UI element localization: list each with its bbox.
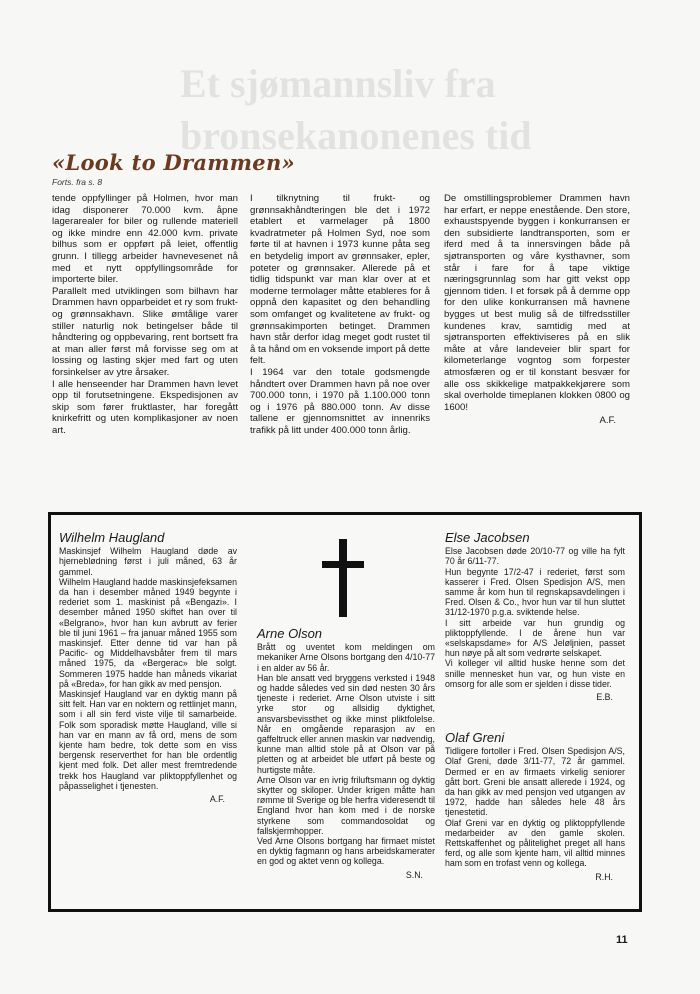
paragraph: Han ble ansatt ved bryggens verksted i 1948 og hadde således ved sin død nesten 30 års tjeneste i rederiet. Arne Olson utviste i sitt yrke stor og allsidig dyktighet, ansvarsbevissthet og ikke minst pliktfolelse. Når en omgående reparasjon av en gaffeltruck eller annen maskin var nødvendig, kunne man alltid stole på at Olson var på pletten og at arbeidet ble utført på beste og hurtigste måte. bbox=[257, 672, 435, 775]
paragraph: Vi kolleger vil alltid huske henne som det snille mennesket hun var, og hun viste en omsorg for alle som er sjelden i disse tider. bbox=[445, 658, 625, 689]
obituary-signature: E.B. bbox=[596, 692, 613, 703]
paragraph: I sitt arbeide var hun grundig og pliktoppfyllende. I de årene hun var «selskapsdame» for A/S Jeløljnien, passet hun nøye på alt som vedrørte selskapet. bbox=[445, 617, 625, 659]
cross-icon bbox=[322, 539, 364, 617]
obituary-jacobsen bbox=[445, 530, 625, 703]
obituary-name: Arne Olson bbox=[257, 626, 323, 641]
paragraph: Brått og uventet kom meldingen om mekaniker Arne Olsons bortgang den 4/10-77 i en alder av 56 år. bbox=[257, 642, 435, 673]
obituary-name: Wilhelm Haugland bbox=[59, 530, 165, 545]
obituary-name: Olaf Greni bbox=[445, 730, 505, 745]
paragraph: Parallelt med utviklingen som bilhavn har Drammen havn opparbeidet et ry som frukt- og grønnsakhavn. Slike ømtålige varer stiller naturlig nok betingelser både til håndtering og oppbevaring, rent bortsett fra at man aller først må forvisse seg om at lossing og lasting skjer med fart og uten forsinkelser av ytre årsaker. bbox=[52, 285, 238, 378]
article-title: «Look to Drammen» bbox=[52, 150, 295, 175]
obituary-olson bbox=[257, 626, 435, 880]
paragraph: I alle henseender har Drammen havn levet opp til forutsetningene. Ekspedisjonen av skip som fører fruktlaster, har foregått knirkefritt og uten komplikasjoner av noen art. bbox=[52, 378, 238, 436]
obituary-signature: R.H. bbox=[595, 871, 613, 882]
article-column-1 bbox=[52, 193, 238, 436]
paragraph: Maskinsjef Wilhelm Haugland døde av hjerneblødning først i juli måned, 63 år gammel. bbox=[59, 546, 237, 577]
obituary-haugland bbox=[59, 530, 237, 805]
paragraph: Olaf Greni var en dyktig og pliktoppfyllende medarbeider av den gamle skolen. Rettskaffenhet og pålitelighet preget all hans ferd, og alle som kjente ham, vil alltid minnes ham som en trofast venn og kollega. bbox=[445, 817, 625, 869]
paragraph: Hun begynte 17/2-47 i rederiet, først som kasserer i Fred. Olsen Spedisjon A/S, men samme år kom hun til regnskapsavdelingen i Fred. Olsen & Co., hvor hun var til hun sluttet 31/12-1970 p.g.a. sviktende helse. bbox=[445, 566, 625, 618]
article-column-3 bbox=[444, 193, 630, 427]
paragraph: Wilhelm Haugland hadde maskinsjefeksamen da han i desember måned 1949 begynte i rederiet som 1. maskinist på «Bengazi». I desember måned 1950 skiftet han over til «Belgrano», hvor han kun avbrutt av ferier ble til juni 1961 – fra januar måned 1955 som maskinsjef. Etter denne tid var han på Pacific- og Middelhavsbåter frem til mars måned 1975, da «Bergerac» ble solgt. Sommeren 1975 hadde han måneds vikariat på «Breda», for han gikk av med pensjon. bbox=[59, 576, 237, 689]
paragraph: I 1964 var den totale godsmengde håndtert over Drammen havn på noe over 700.000 tonn, i 1970 på 1.100.000 tonn og i 1976 på 880.000 tonn. Av disse tallene er gjennomsnittet av innenriks trafikk på litt under 400.000 tonn årlig. bbox=[250, 366, 430, 436]
obituaries-box bbox=[48, 512, 642, 912]
article-header bbox=[52, 150, 652, 187]
paragraph: I tilknytning til frukt- og grønnsakhåndteringen ble det i 1972 etablert et varmelager på 1800 kvadratmeter på Holmen Syd, noe som førte til at havnen i 1973 kunne påta seg en betydelig import av grønnsaker, epler, poteter og grønnsaker. Allerede på et tidlig tidspunkt var man klar over at et moderne termolager måtte etableres for å oppnå den kapasitet og den behandling som omfanget og kvalitetene av frukt- og grønnsakimporten betinget. Drammen havn står derfor idag meget godt rustet til å ta hånd om en voksende import på dette felt. bbox=[250, 193, 430, 367]
bleed-through-text: Et sjømannsliv fra bronsekanonenes tid bbox=[180, 61, 532, 158]
paragraph: tende oppfyllinger på Holmen, hvor man idag disponerer 70.000 kvm. åpne lagerarealer for biler og rullende materiell og ikke mindre enn 42.000 kvm. private bilhus som er oppført på leiet, offentlig grunn. I tillegg arbeider havnevesenet nå med et nytt oppfyllingsområde for importerte biler. bbox=[52, 193, 238, 286]
paragraph: Ved Arne Olsons bortgang har firmaet mistet en dyktig fagmann og hans arbeidskamerater en god og aktet venn og kollega. bbox=[257, 836, 435, 867]
obituary-signature: A.F. bbox=[209, 794, 225, 805]
obituary-signature: S.N. bbox=[405, 869, 423, 880]
paragraph: Arne Olson var en ivrig friluftsmann og dyktig skytter og skiloper. Under krigen måtte han rømme til Sverige og ble herfra videresendt til England hvor han kom med i de norske styrkene som commandosoldat og fallskjermhopper. bbox=[257, 774, 435, 836]
obituary-name: Else Jacobsen bbox=[445, 530, 530, 545]
article-column-2 bbox=[250, 193, 430, 436]
paragraph: Tidligere fortoller i Fred. Olsen Spedisjon A/S, Olaf Greni, døde 3/11-77, 72 år gammel. Dermed er en av firmaets virkelig seniorer gått bort. Greni ble ansatt allerede i 1924, og da han gikk av med pensjon ved utgangen av 1972, hadde han således hele 48 års tjenestetid. bbox=[445, 746, 625, 818]
paragraph: De omstillingsproblemer Drammen havn har erfart, er neppe enestående. Den store, exhaustspyende byggen i konkurransen er den subsidierte landtransporten, som er iferd med å ta innersvingen både på sjøtransporten og våre kysthavner, som står i fare for å tape viktige næringsgrunnlag som har gitt vekst opp gjennom tiden. I et forsøk på å demme opp for den ulike konkurransen må havnene bygges ut best mulig så de tilfredsstiller kundenes krav, samtidig med at sjøtransporten effektiviseres på en slik måte at våre landeveier blir spart for kilometerlange vogntog som forpester atmosfæren og er til konstant besvær for alle oss skikkelige matpakkekjørere som skal overholde timeplanen klokken 0800 og 1600! bbox=[444, 193, 630, 413]
continued-note: Forts. fra s. 8 bbox=[52, 177, 103, 187]
page-number: 11 bbox=[616, 934, 628, 946]
paragraph: Else Jacobsen døde 20/10-77 og ville ha fylt 70 år 6/11-77. bbox=[445, 546, 625, 567]
article-signature: A.F. bbox=[599, 415, 616, 427]
obituary-greni bbox=[445, 730, 625, 882]
paragraph: Maskinsjef Haugland var en dyktig mann på sitt felt. Han var en noktern og rettlinjet mann, som i all sin ferd viste vilje til samarbeide. Folk som sporadisk møtte Haugland, ville si han var en mann av få ord, mens de som kjente ham bedre, tok dette som en viss bergensk reserverthet for han ble ordentlig kjent med folk. Det aller mest fremtredende trekk hos Haugland var pliktoppfyllenhet og påpasselighet i tjenesten. bbox=[59, 689, 237, 791]
